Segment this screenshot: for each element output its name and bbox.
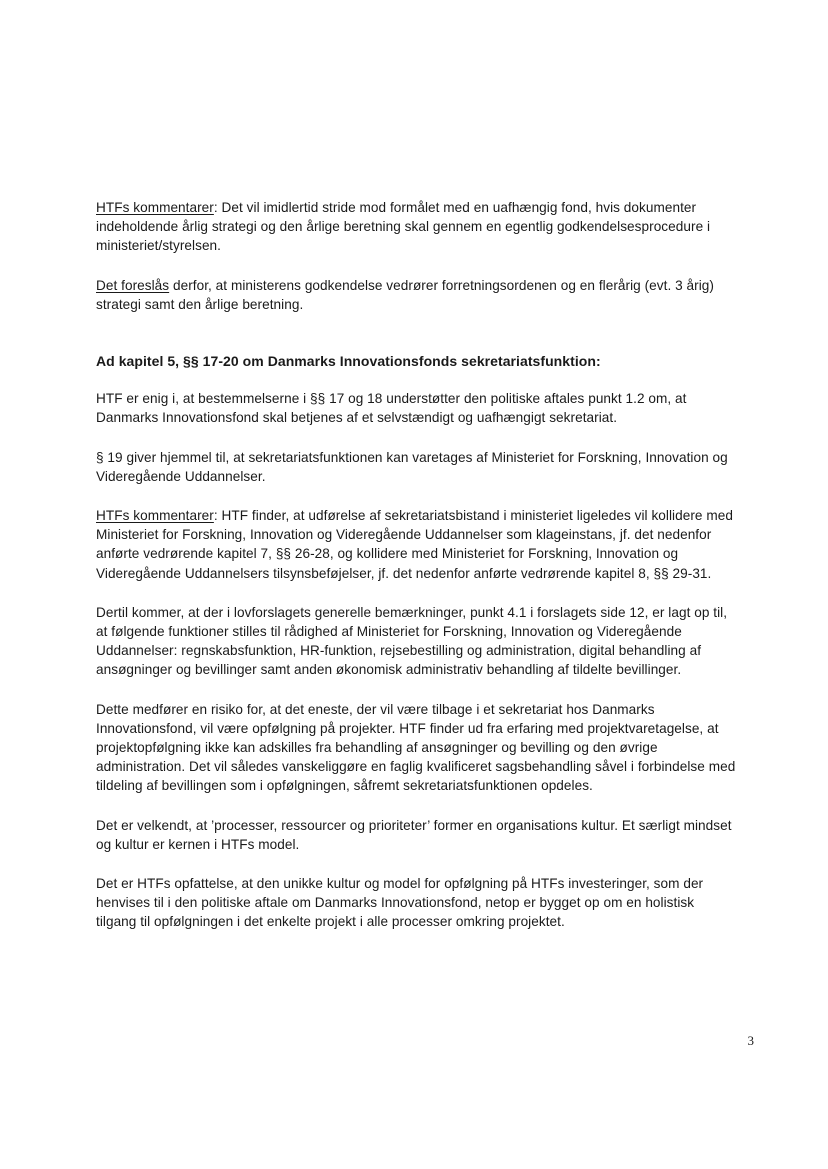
paragraph-general-remarks: Dertil kommer, at der i lovforslagets generelle bemærkninger, punkt 4.1 i forslagets side 12, er lagt op til, at følgende funktioner stilles til rådighed af Ministeriet for Forskning, Innovation og Videregående Uddannelser: regnskabsfunktion, HR-funktion, rejsebestilling og administration, digital behandling af ansøgninger og bevillinger samt anden økonomisk administrativ behandling af tildelte bevillinger. [96, 604, 728, 678]
paragraph-text: : HTF finder, at udførelse af sekretariatsbistand i ministeriet ligeledes vil kollidere med Ministeriet for Forskning, Innovation og Videregående Uddannelser som klageinstans, jf. det nedenfor anførte vedrørende kapitel 7, §§ 26-28, og kollidere med Ministeriet for Forskning, Innovation og Videregående Uddannelsers tilsynsbeføjelser, jf. det nedenfor anførte vedrørende kapitel 8, §§ 29-31. [96, 508, 733, 581]
document-body [96, 198, 736, 952]
paragraph-risk: Dette medfører en risiko for, at det eneste, der vil være tilbage i et sekretariat hos Danmarks Innovationsfond, vil være opfølgning på projekter. HTF finder ud fra erfaring med projektvaretagelse, at projektopfølgning ikke kan adskilles fra behandling af ansøgninger og bevilling og den øvrige administration. Det vil således vanskeliggøre en faglig kvalificeret sagsbehandling såvel i forbindelse med tildeling af bevillingen som i opfølgningen, såfremt sekretariatsfunktionen opdeles. [96, 701, 736, 794]
underlined-label: HTFs kommentarer [96, 200, 214, 215]
paragraph-htf-comment-2 [96, 506, 736, 583]
underlined-label: Det foreslås [96, 277, 170, 293]
paragraph-culture: Det er velkendt, at ’processer, ressourcer og prioriteter’ former en organisations kultur. Et særligt mindset og kultur er kernen i HTFs model. [96, 817, 732, 852]
paragraph-htf-opinion: Det er HTFs opfattelse, at den unikke kultur og model for opfølgning på HTFs investeringer, som der henvises til i den politiske aftale om Danmarks Innovationsfond, netop er bygget op om en holistisk tilgang til opfølgningen i det enkelte projekt i alle processer omkring projektet. [96, 876, 704, 930]
paragraph-section-19: § 19 giver hjemmel til, at sekretariatsfunktionen kan varetages af Ministeriet for Forskning, Innovation og Videregående Uddannelser. [96, 449, 728, 484]
paragraph-agreement: HTF er enig i, at bestemmelserne i §§ 17 og 18 understøtter den politiske aftales punkt 1.2 om, at Danmarks Innovationsfond skal betjenes af et selvstændigt og uafhængigt sekretariat. [96, 391, 687, 426]
paragraph-text: derfor, at ministerens godkendelse vedrører forretningsordenen og en flerårig (evt. 3 årig) strategi samt den årlige beretning. [96, 277, 714, 312]
underlined-label: HTFs kommentarer [96, 508, 214, 524]
page-number: 3 [747, 1033, 754, 1048]
paragraph-text: : Det vil imidlertid stride mod formålet med en uafhængig fond, hvis dokumenter indeholdende årlig strategi og den årlige beretning skal gennem en egentlig godkendelsesprocedure i ministeriet/styrelsen. [96, 200, 711, 254]
paragraph-htf-comment-1 [96, 198, 736, 256]
paragraph-proposal [96, 276, 736, 314]
section-heading: Ad kapitel 5, §§ 17-20 om Danmarks Innovationsfonds sekretariatsfunktion: [96, 353, 601, 370]
